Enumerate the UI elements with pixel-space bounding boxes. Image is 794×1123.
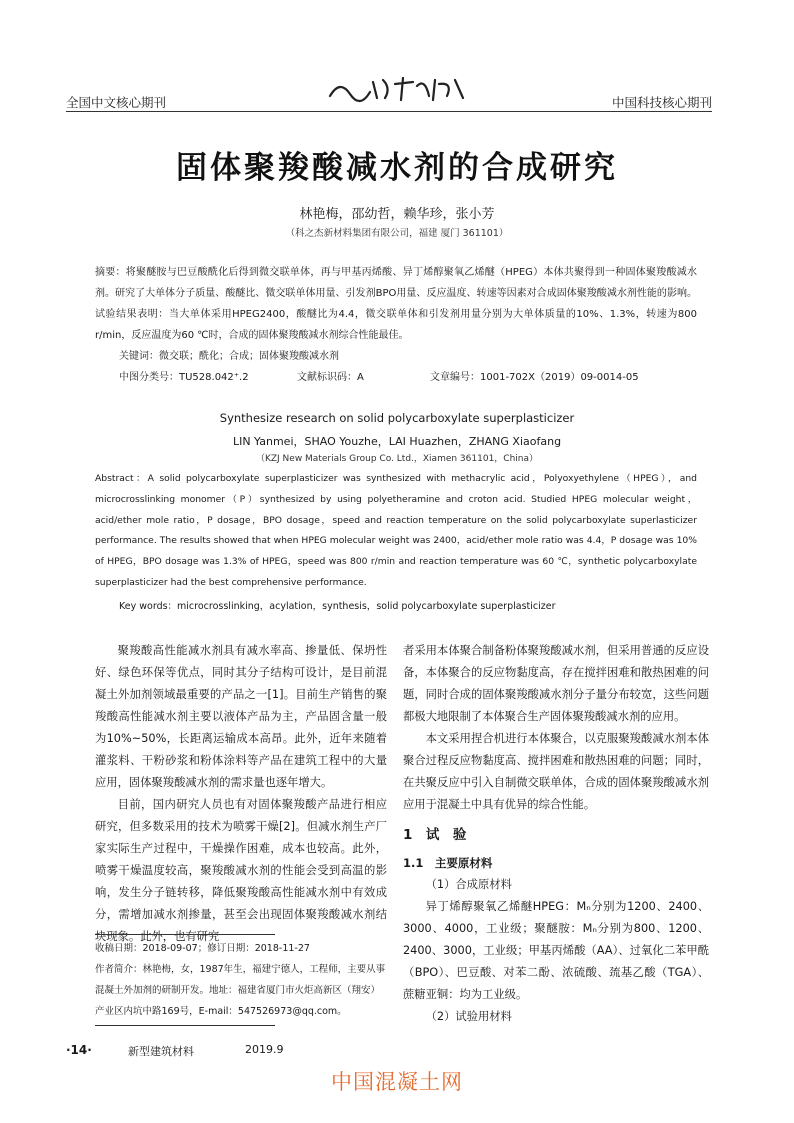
keywords-cn: 关键词：微交联；酰化；合成；固体聚羧酸减水剂: [119, 351, 339, 362]
body-paragraph: 聚羧酸高性能减水剂具有减水率高、掺量低、保坍性好、绿色环保等优点，同时其分子结构可设计，是目前混凝土外加剂领域最重要的产品之一[1]。目前生产销售的聚羧酸高性能减水剂主要以液体产品为主，产品固含量一般为10%~50%，长距离运输成本高昂。此外，近年来随着灌浆料、干粉砂浆和粉体涂料等产品在建筑工程中的大量应用，固体聚羧酸减水剂的需求量也逐年增大。: [95, 644, 387, 789]
body-right-column: [403, 640, 709, 1028]
header-right-label: 中国科技核心期刊: [611, 95, 712, 110]
footnote-author-bio: 作者简介：林艳梅，女，1987年生，福建宁德人，工程师，主要从事混凝土外加剂的研制开发。地址：福建省厦门市火炬高新区（翔安）产业区内坑中路169号，E-mail：547526973@qq.com。: [95, 964, 386, 1017]
journal-name: 新型建筑材料: [128, 1045, 194, 1058]
footnote-rule: [95, 934, 275, 935]
document-code: 文献标识码：A: [297, 372, 364, 383]
footnote: [95, 938, 387, 1022]
english-authors: LIN Yanmei，SHAO Youzhe，LAI Huazhen，ZHANG Xiaofang: [232, 435, 562, 448]
body-paragraph: 目前，国内研究人员也有对固体聚羧酸产品进行相应研究，但多数采用的技术为喷雾干燥[2]。但减水剂生产厂家实际生产过程中，干燥操作困难，成本也较高。此外，喷雾干燥温度较高，聚羧酸减水剂的性能会受到高温的影响，发生分子链转移，降低聚羧酸高性能减水剂中有效成分，需增加减水剂掺量，甚至会出现固体聚羧酸减水剂结块现象。此外，也有研究: [95, 798, 387, 943]
english-title: Synthesize research on solid polycarboxylate superplasticizer: [219, 411, 575, 425]
article-number: 文章编号：1001-702X（2019）09-0014-05: [430, 372, 639, 383]
body-left-column: [95, 640, 387, 948]
affiliation: （科之杰新材料集团有限公司，福建 厦门 361101）: [285, 228, 509, 239]
body-paragraph: 者采用本体聚合制备粉体聚羧酸减水剂，但采用普通的反应设备，本体聚合的反应物黏度高，存在搅拌困难和散热困难的问题，同时合成的固体聚羧酸减水剂分子量分布较宽，这些问题都极大地限制了本体聚合生产固体聚羧酸减水剂的应用。: [403, 644, 709, 723]
english-affiliation: （KZJ New Materials Group Co. Ltd.，Xiamen 361101，China）: [255, 454, 539, 464]
abstract-en: Abstract：A solid polycarboxylate superplasticizer was synthesized with methacrylic acid，Polyoxyethylene（HPEG），and microcrosslinking monomer（P）synthesized by using polyetheramine and croton acid. Studied HPEG molecular weight，acid/ether mole ratio，P dosage，BPO dosage，speed and reaction temperature on the solid polycarboxylate superlasticizer performance. The results showed that when HPEG molecular weight was 2400，acid/ether mole ratio was 4.4，P dosage was 10% of HPEG，BPO dosage was 1.3% of HPEG，speed was 800 r/min and reaction temperature was 60 ℃，synthetic polycarboxylate superplasticizer had the best comprehensive performance.: [95, 473, 697, 588]
subsection-heading: 1.1 主要原材料: [403, 856, 493, 870]
keywords-en: Key words：microcrosslinking，acylation，synthesis，solid polycarboxylate superplasticizer: [119, 601, 556, 612]
journal-logo: [325, 74, 470, 104]
section-heading: 1 试 验: [403, 827, 467, 843]
footnote-dates: 收稿日期：2018-09-07；修订日期：2018-11-27: [95, 943, 310, 954]
header-left-label: 全国中文核心期刊: [66, 95, 167, 110]
issue-number: 2019.9: [245, 1043, 284, 1056]
materials-paragraph: 异丁烯醇聚氧乙烯醚HPEG：Mₙ分别为1200、2400、3000、4000，工业级；聚醚胺：Mₙ分别为800、1200、2400、3000，工业级；甲基丙烯酸（AA）、过氧化二苯甲酰（BPO）、巴豆酸、对苯二酚、浓硫酸、巯基乙酸（TGA）、蔗糖亚铜：均为工业级。: [403, 900, 709, 1001]
header-rule: [66, 111, 712, 112]
paper-title: 固体聚羧酸减水剂的合成研究: [176, 150, 618, 186]
sub-heading: （2）试验用材料: [425, 1010, 512, 1023]
classification-number: 中图分类号：TU528.042⁺.2: [119, 372, 249, 383]
authors: 林艳梅，邵幼哲，赖华珍，张小芳: [299, 207, 495, 222]
page-number: ·14·: [66, 1043, 92, 1057]
abstract-cn: 摘要：将聚醚胺与巴豆酸酰化后得到微交联单体，再与甲基丙烯酸、异丁烯醇聚氧乙烯醚（HPEG）本体共聚得到一种固体聚羧酸减水剂。研究了大单体分子质量、酸醚比、微交联单体用量、引发剂BPO用量、反应温度、转速等因素对合成固体聚羧酸减水剂性能的影响。试验结果表明：当大单体采用HPEG2400，酸醚比为4.4，微交联单体和引发剂用量分别为大单体质量的10%、1.3%，转速为800 r/min，反应温度为60 ℃时，合成的固体聚羧酸减水剂综合性能最佳。: [95, 267, 697, 341]
body-paragraph: 本文采用捏合机进行本体聚合，以克服聚羧酸减水剂本体聚合过程反应物黏度高、搅拌困难和散热困难的问题；同时，在共聚反应中引入自制微交联单体，合成的固体聚羧酸减水剂应用于混凝土中具有优异的综合性能。: [403, 732, 709, 811]
watermark: 中国混凝土网: [331, 1070, 463, 1094]
footnote-bottom-rule: [95, 1025, 275, 1026]
sub-heading: （1）合成原材料: [425, 878, 512, 891]
